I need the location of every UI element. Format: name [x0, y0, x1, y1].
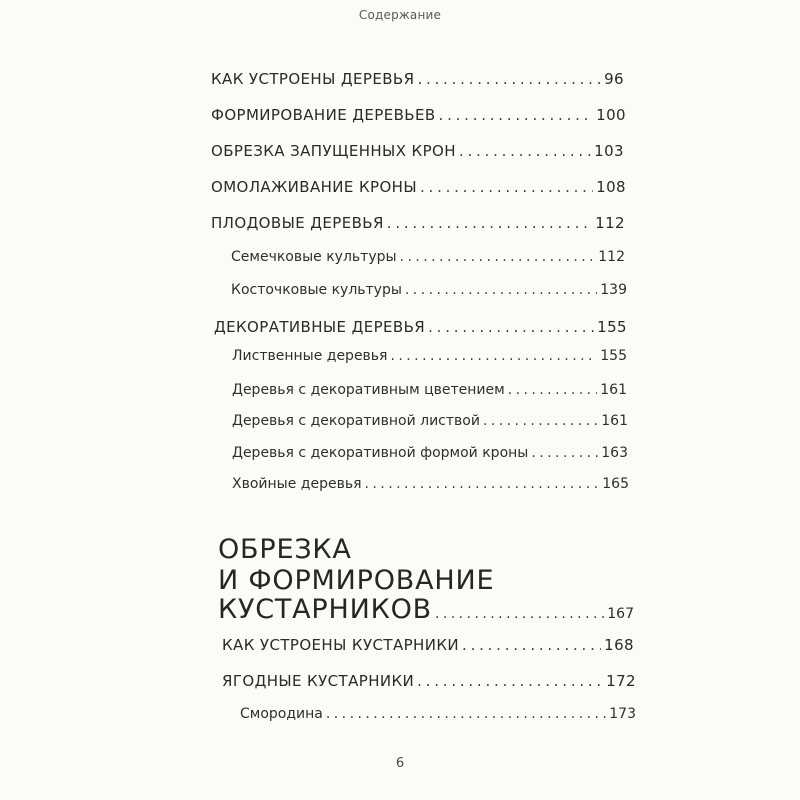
toc-entry — [222, 636, 634, 654]
dot-leader — [400, 249, 596, 265]
toc-entry-label: Деревья с декоративным цветением — [232, 382, 505, 398]
part-title-line: КУСТАРНИКОВ — [218, 594, 432, 625]
toc-subentry — [232, 413, 628, 429]
toc-entry-label: ДЕКОРАТИВНЫЕ ДЕРЕВЬЯ — [214, 318, 426, 336]
dot-leader — [417, 70, 601, 88]
toc-entry-page: 96 — [604, 70, 624, 88]
dot-leader — [390, 348, 597, 364]
toc-subentry — [232, 476, 629, 492]
toc-entry-label: Хвойные деревья — [232, 476, 362, 492]
dot-leader — [483, 413, 598, 429]
toc-entry-page: 161 — [601, 413, 628, 429]
toc-entry-page: 139 — [600, 282, 627, 298]
toc-entry-page: 163 — [601, 445, 628, 461]
toc-entry — [214, 318, 627, 336]
part-title-last-line — [218, 594, 634, 625]
toc-subentry — [232, 348, 627, 364]
toc-entry — [211, 70, 624, 88]
toc-entry-label: Семечковые культуры — [231, 249, 397, 265]
dot-leader — [405, 282, 597, 298]
toc-entry-label: ОМОЛАЖИВАНИЕ КРОНЫ — [211, 178, 417, 196]
toc-entry — [222, 672, 636, 690]
toc-entry-label: КАК УСТРОЕНЫ ДЕРЕВЬЯ — [211, 70, 415, 88]
toc-entry-label: Деревья с декоративной формой кроны — [232, 445, 529, 461]
toc-entry-page: 165 — [602, 476, 629, 492]
dot-leader — [531, 445, 598, 461]
toc-entry-page: 112 — [595, 214, 625, 232]
toc-entry-label: ПЛОДОВЫЕ ДЕРЕВЬЯ — [211, 214, 384, 232]
dot-leader — [326, 706, 606, 722]
dot-leader — [508, 382, 598, 398]
toc-entry — [211, 178, 626, 196]
toc-entry-page: 168 — [604, 636, 634, 654]
toc-subentry — [240, 706, 636, 722]
toc-entry-page: 155 — [597, 318, 627, 336]
toc-entry-label: Смородина — [240, 706, 323, 722]
dot-leader — [428, 318, 594, 336]
toc-entry-label: Косточковые культуры — [231, 282, 402, 298]
toc-subentry — [232, 382, 627, 398]
toc-entry — [211, 106, 626, 124]
toc-entry-page: 161 — [600, 382, 627, 398]
toc-entry-label: ОБРЕЗКА ЗАПУЩЕННЫХ КРОН — [211, 142, 456, 160]
part-page: 167 — [607, 606, 634, 622]
toc-entry-page: 112 — [598, 249, 625, 265]
dot-leader — [365, 476, 600, 492]
toc-entry-page: 173 — [609, 706, 636, 722]
toc-entry-label: Лиственные деревья — [232, 348, 388, 364]
toc-entry-page: 172 — [606, 672, 636, 690]
dot-leader — [420, 178, 593, 196]
toc-entry-page: 100 — [596, 106, 626, 124]
part-title-line: И ФОРМИРОВАНИЕ — [218, 565, 495, 596]
page-number: 6 — [395, 756, 405, 771]
running-head: Содержание — [358, 8, 442, 22]
toc-entry-page: 108 — [596, 178, 626, 196]
part-title — [218, 534, 494, 596]
part-title-line: ОБРЕЗКА — [218, 534, 352, 565]
dot-leader — [459, 142, 591, 160]
toc-entry-label: Деревья с декоративной листвой — [232, 413, 480, 429]
toc-entry — [211, 214, 625, 232]
toc-entry-page: 103 — [594, 142, 624, 160]
dot-leader — [417, 672, 603, 690]
dot-leader — [435, 606, 604, 622]
toc-subentry — [231, 249, 625, 265]
toc-entry-label: ЯГОДНЫЕ КУСТАРНИКИ — [222, 672, 415, 690]
toc-subentry — [231, 282, 627, 298]
toc-subentry — [232, 445, 628, 461]
toc-entry-label: ФОРМИРОВАНИЕ ДЕРЕВЬЕВ — [211, 106, 436, 124]
toc-entry-label: КАК УСТРОЕНЫ КУСТАРНИКИ — [222, 636, 460, 654]
dot-leader — [439, 106, 594, 124]
dot-leader — [387, 214, 592, 232]
toc-entry — [211, 142, 624, 160]
toc-entry-page: 155 — [600, 348, 627, 364]
dot-leader — [462, 636, 601, 654]
